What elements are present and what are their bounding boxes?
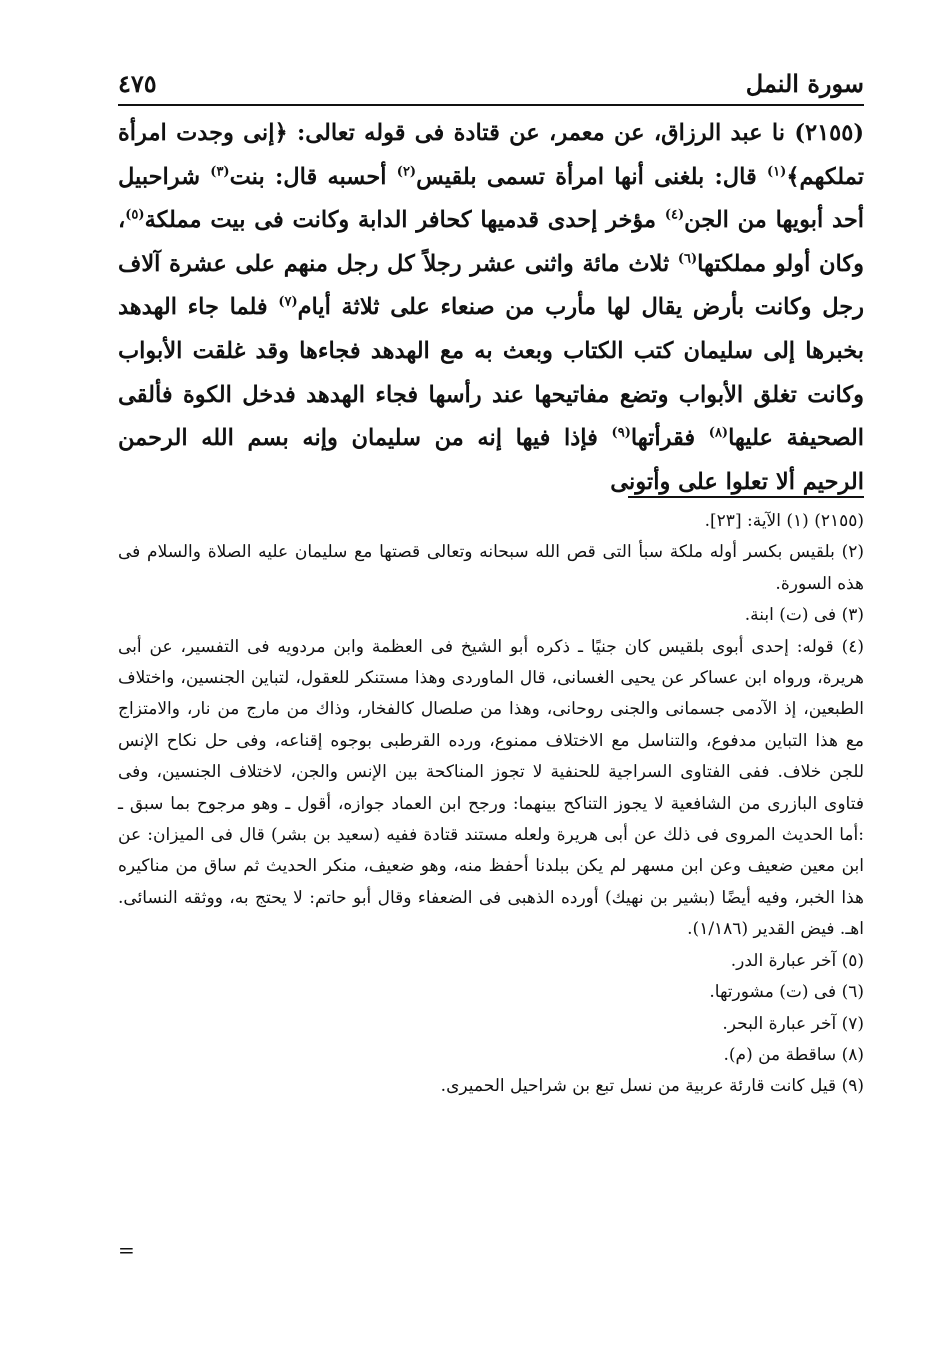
hadith-text-segment: شراحبيل أحد أبويها من الجن — [118, 163, 864, 234]
hadith-text-segment: مؤخر إحدى قدميها كحافر الدابة وكانت فى بيت مملكة — [144, 207, 665, 234]
margin-mark: = — [118, 1238, 135, 1262]
footnote-ref: (٤) — [664, 207, 685, 223]
footnote-ref: (٣) — [210, 164, 230, 180]
footnote-item: (٩) قيل كانت قارئة عربية من نسل تبع بن شراحيل الحميرى. — [440, 1076, 864, 1097]
footnote-item: (٣) فى (ت) ابنة. — [744, 605, 864, 626]
hadith-paragraph — [118, 112, 864, 504]
hadith-text-segment: فإذا فيها إنه من سليمان وإنه بسم الله الرحمن الرحيم ألا تعلوا على وأتونى — [118, 425, 864, 495]
footnote-ref: (٥) — [125, 207, 145, 223]
page-number: ٤٧٥ — [118, 69, 157, 98]
footnote-item: (٤) قوله: إحدى أبوى بلقيس كان جنيًا ـ ذكره أبو الشيخ فى العظمة وابن مردويه فى التفسير، عن أبى هريرة، ورواه ابن عساكر عن يحيى الغسانى، قال الماوردى وهذا مستنكر للعقول، لتباين الجنسين، واختلاف الطبعين، إذ الآدمى جسمانى والجنى روحانى، وهذا من صلصال كالفخار، وذاك من مارج من نار، والامتزاج مع هذا التباين مدفوع، والتناسل مع الاختلاف ممنوع، ورده القرطبى بوجوه إقناعه، وفى حل نكاح الإنس للجن خلاف. ففى الفتاوى السراجية للحنفية لا تجوز المناكحة بين الإنس والجن، لاختلاف الجنسين، وفى فتاوى البازرى من الشافعية لا يجوز التناكح بينهما: ورجح ابن العماد جوازه، أقول ـ وهو مرجوح بما سبق ـ :أما الحديث المروى فى ذلك عن أبى هريرة ولعله مستند قتادة ففيه (سعيد بن بشر) قال فى الميزان: عن ابن معين ضعيف وعن ابن مسهر لم يكن ببلدنا أحفظ منه، وهو ضعيف، منكر الحديث ثم ساق من مناكيره هذا الخبر، وفيه أيضًا (بشير بن نهيك) أورده الذهبى فى الضعفاء وقال أبو حاتم: لا يحتج به، ووثقه النسائى. اهـ. فيض القدير (١/١٨٦). — [118, 636, 864, 940]
footnote-item: (٧) آخر عبارة البحر. — [722, 1013, 864, 1034]
footnote-item: (٢) بلقيس بكسر أوله ملكة سبأ التى قص الله سبحانه وتعالى قصتها مع سليمان عليه الصلاة والسلام فى هذه السورة. — [118, 542, 864, 594]
page-header — [118, 58, 864, 98]
footnote-item: (٦) فى (ت) مشورتها. — [709, 982, 864, 1003]
footnote-ref: (٦) — [677, 251, 698, 267]
surah-title: سورة النمل — [745, 69, 864, 98]
hadith-text-segment: فقرأتها — [630, 425, 709, 452]
hadith-text-block — [118, 112, 864, 504]
footnotes-block — [118, 506, 864, 1103]
hadith-text-segment: ، وكان أولو مملكتها — [118, 207, 864, 277]
footnote-item: (٥) آخر عبارة الدر. — [730, 950, 864, 971]
hadith-text-segment: قال: بلغنى أنها امرأة تسمى بلقيس — [416, 163, 768, 190]
hadith-text-segment: ثلاث مائة واثنى عشر رجلاً كل رجل منهم على عشرة آلاف رجل وكانت بأرض يقال لها مأرب من صنعاء على ثلاثة أيام — [118, 250, 865, 321]
hadith-number: (٢١٥٥) — [794, 120, 864, 146]
footnote-item: (٢١٥٥) (١) الآية: [٢٣]. — [704, 511, 864, 531]
footnote-divider — [628, 496, 864, 498]
hadith-text-segment: فلما جاء الهدهد بخبرها إلى سليمان كتب الكتاب وبعث به مع الهدهد فجاءها وقد غلقت الأبواب وكانت تغلق الأبواب وتضع مفاتيحها عند رأسها فجاء الهدهد فدخل الكوة فألقى الصحيفة عليها — [118, 294, 864, 452]
footnote-item: (٨) ساقطة من (م). — [723, 1044, 864, 1065]
footnote-ref: (٧) — [278, 294, 298, 310]
header-divider — [118, 104, 864, 106]
hadith-text-segment: نا عبد الرزاق، عن معمر، عن قتادة فى قوله تعالى: ﴿إنى وجدت امرأة تملكهم﴾ — [118, 120, 864, 190]
footnote-ref: (٨) — [708, 425, 729, 441]
footnote-ref: (١) — [767, 164, 787, 180]
hadith-text-segment: أحسبه قال: بنت — [229, 163, 397, 190]
footnote-ref: (٩) — [611, 425, 631, 441]
footnote-ref: (٢) — [396, 164, 417, 180]
